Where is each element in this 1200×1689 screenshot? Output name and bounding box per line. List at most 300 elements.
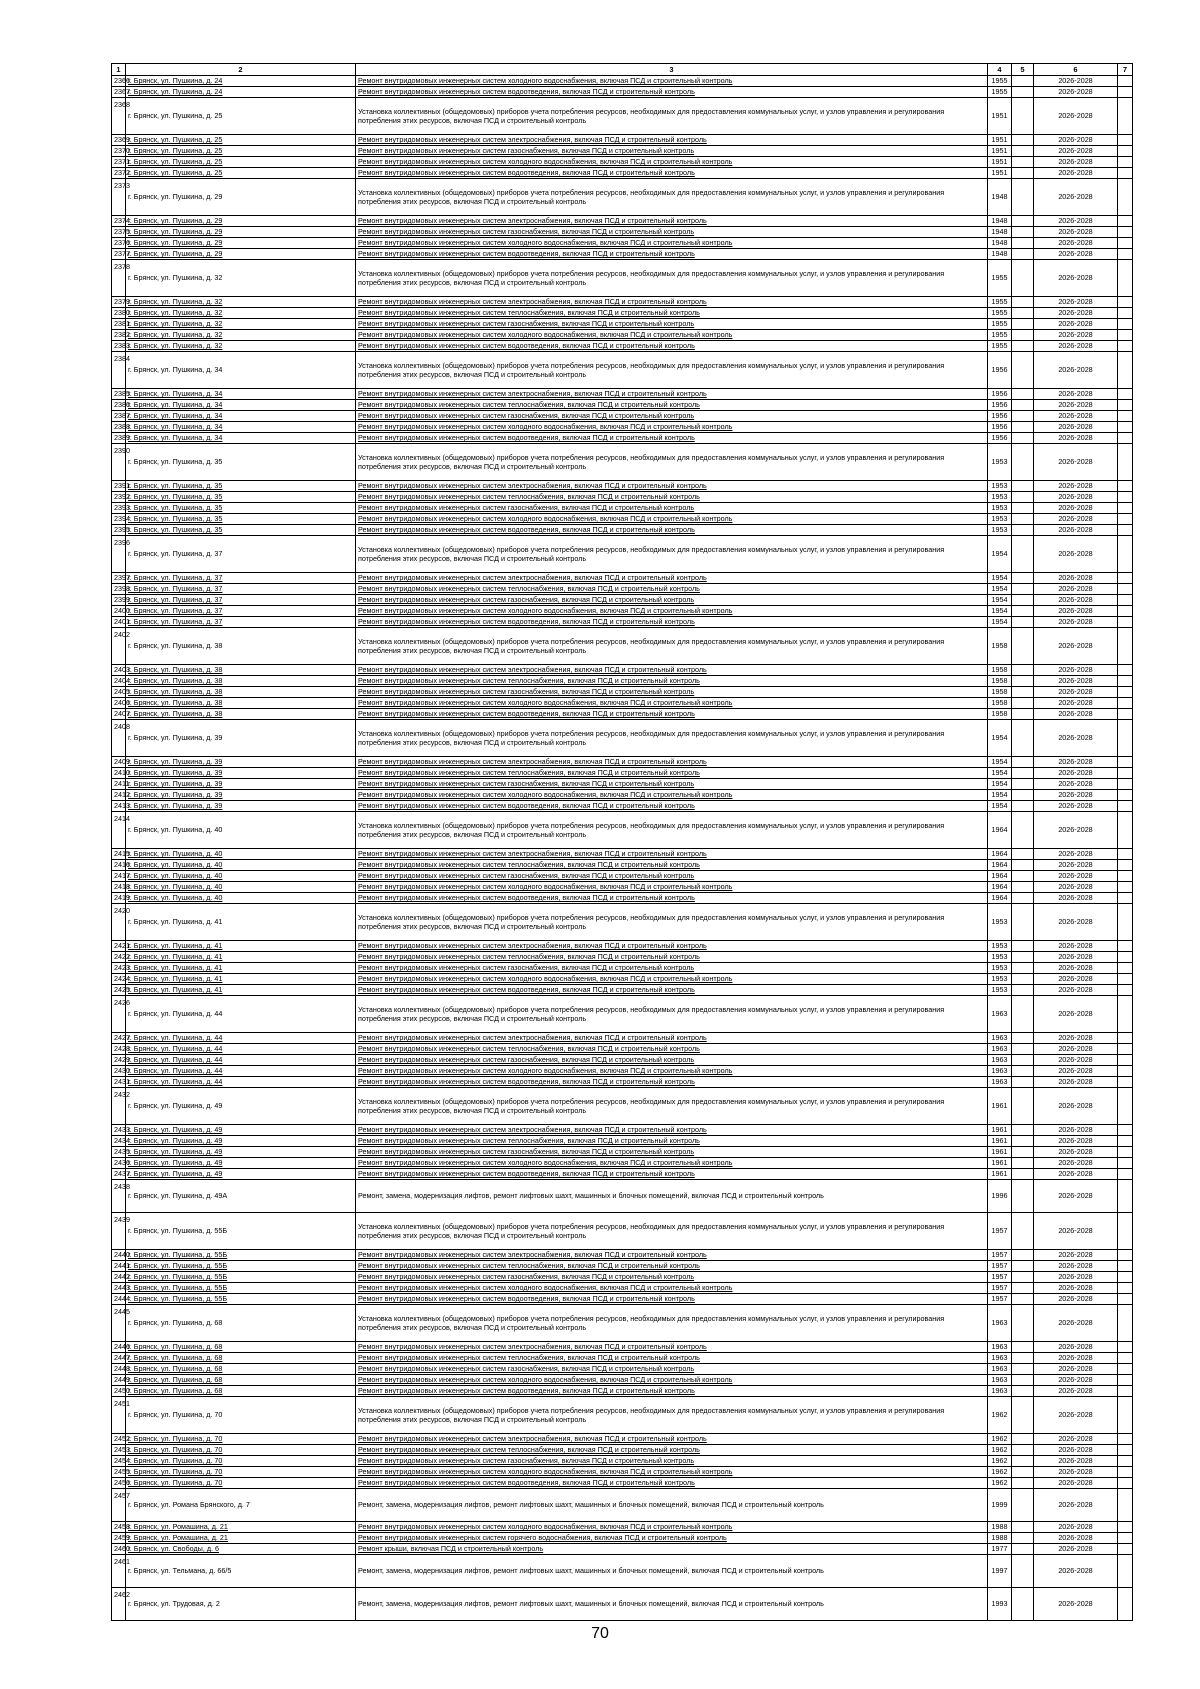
period-cell: 2026-2028 <box>1034 76 1118 87</box>
build-year-cell: 1964 <box>988 849 1012 860</box>
empty-cell <box>1012 573 1034 584</box>
address-cell: г. Брянск, ул. Пушкина, д. 68 <box>126 1353 356 1364</box>
empty-cell <box>1118 1588 1133 1621</box>
build-year-cell: 1961 <box>988 1169 1012 1180</box>
address-cell: г. Брянск, ул. Пушкина, д. 32 <box>126 260 356 297</box>
empty-cell <box>1012 687 1034 698</box>
period-cell: 2026-2028 <box>1034 1213 1118 1250</box>
build-year-cell: 1954 <box>988 536 1012 573</box>
table-row <box>112 1353 1133 1364</box>
empty-cell <box>1118 1147 1133 1158</box>
table-row <box>112 1386 1133 1397</box>
table-row <box>112 444 1133 481</box>
work-type-cell: Ремонт внутридомовых инженерных систем теплоснабжения, включая ПСД и строительный контроль <box>356 676 988 687</box>
empty-cell <box>1118 985 1133 996</box>
empty-cell <box>1118 422 1133 433</box>
empty-cell <box>1118 687 1133 698</box>
build-year-cell: 1953 <box>988 963 1012 974</box>
address-cell: г. Брянск, ул. Пушкина, д. 41 <box>126 963 356 974</box>
empty-cell <box>1012 1283 1034 1294</box>
empty-cell <box>1012 1180 1034 1213</box>
empty-cell <box>1012 492 1034 503</box>
address-cell: г. Брянск, ул. Пушкина, д. 68 <box>126 1364 356 1375</box>
empty-cell <box>1118 1555 1133 1588</box>
build-year-cell: 1988 <box>988 1522 1012 1533</box>
empty-cell <box>1118 893 1133 904</box>
build-year-cell: 1956 <box>988 411 1012 422</box>
build-year-cell: 1964 <box>988 812 1012 849</box>
build-year-cell: 1961 <box>988 1147 1012 1158</box>
empty-cell <box>1012 1386 1034 1397</box>
row-number-cell: 2458 <box>112 1522 126 1533</box>
work-type-cell: Установка коллективных (общедомовых) приборов учета потребления ресурсов, необходимых для предоставления коммунальных услуг, и узлов управления и регулирования потребления этих ресурсов, включая ПСД и строительный контроль <box>356 1397 988 1434</box>
row-number-cell: 2450 <box>112 1386 126 1397</box>
work-type-cell: Ремонт внутридомовых инженерных систем электроснабжения, включая ПСД и строительный контроль <box>356 941 988 952</box>
work-type-cell: Ремонт внутридомовых инженерных систем водоотведения, включая ПСД и строительный контроль <box>356 1077 988 1088</box>
build-year-cell: 1961 <box>988 1136 1012 1147</box>
empty-cell <box>1012 1044 1034 1055</box>
build-year-cell: 1963 <box>988 1353 1012 1364</box>
address-cell: г. Брянск, ул. Пушкина, д. 38 <box>126 698 356 709</box>
build-year-cell: 1948 <box>988 179 1012 216</box>
build-year-cell: 1953 <box>988 985 1012 996</box>
period-cell: 2026-2028 <box>1034 400 1118 411</box>
work-type-cell: Ремонт внутридомовых инженерных систем водоотведения, включая ПСД и строительный контроль <box>356 433 988 444</box>
empty-cell <box>1012 812 1034 849</box>
address-cell: г. Брянск, ул. Пушкина, д. 40 <box>126 812 356 849</box>
row-number-cell: 2428 <box>112 1044 126 1055</box>
row-number-cell: 2377 <box>112 249 126 260</box>
work-type-cell: Ремонт внутридомовых инженерных систем водоотведения, включая ПСД и строительный контроль <box>356 525 988 536</box>
row-number-cell: 2370 <box>112 146 126 157</box>
row-number-cell: 2437 <box>112 1169 126 1180</box>
empty-cell <box>1012 341 1034 352</box>
work-type-cell: Ремонт внутридомовых инженерных систем горячего водоснабжения, включая ПСД и строительный контроль <box>356 1533 988 1544</box>
address-cell: г. Брянск, ул. Романа Брянского, д. 7 <box>126 1489 356 1522</box>
table-row <box>112 1147 1133 1158</box>
empty-cell <box>1118 352 1133 389</box>
build-year-cell: 1955 <box>988 330 1012 341</box>
address-cell: г. Брянск, ул. Трудовая, д. 2 <box>126 1588 356 1621</box>
build-year-cell: 1953 <box>988 952 1012 963</box>
row-number-cell: 2442 <box>112 1272 126 1283</box>
table-row <box>112 768 1133 779</box>
empty-cell <box>1012 238 1034 249</box>
empty-cell <box>1118 216 1133 227</box>
row-number-cell: 2397 <box>112 573 126 584</box>
empty-cell <box>1012 676 1034 687</box>
row-number-cell: 2399 <box>112 595 126 606</box>
build-year-cell: 1962 <box>988 1456 1012 1467</box>
address-cell: г. Брянск, ул. Пушкина, д. 49 <box>126 1088 356 1125</box>
period-cell: 2026-2028 <box>1034 882 1118 893</box>
row-number-cell: 2461 <box>112 1555 126 1588</box>
build-year-cell: 1953 <box>988 525 1012 536</box>
empty-cell <box>1012 1588 1034 1621</box>
empty-cell <box>1012 411 1034 422</box>
table-row <box>112 1533 1133 1544</box>
period-cell: 2026-2028 <box>1034 1467 1118 1478</box>
row-number-cell: 2416 <box>112 860 126 871</box>
period-cell: 2026-2028 <box>1034 1272 1118 1283</box>
empty-cell <box>1118 1055 1133 1066</box>
address-cell: г. Брянск, ул. Пушкина, д. 38 <box>126 709 356 720</box>
empty-cell <box>1118 779 1133 790</box>
work-type-cell: Установка коллективных (общедомовых) приборов учета потребления ресурсов, необходимых для предоставления коммунальных услуг, и узлов управления и регулирования потребления этих ресурсов, включая ПСД и строительный контроль <box>356 1088 988 1125</box>
table-row <box>112 1456 1133 1467</box>
table-row <box>112 698 1133 709</box>
build-year-cell: 1955 <box>988 87 1012 98</box>
empty-cell <box>1012 974 1034 985</box>
table-row <box>112 308 1133 319</box>
empty-cell <box>1118 168 1133 179</box>
table-row <box>112 1033 1133 1044</box>
table-row <box>112 687 1133 698</box>
empty-cell <box>1012 1456 1034 1467</box>
row-number-cell: 2380 <box>112 308 126 319</box>
empty-cell <box>1118 698 1133 709</box>
period-cell: 2026-2028 <box>1034 411 1118 422</box>
build-year-cell: 1961 <box>988 1088 1012 1125</box>
period-cell: 2026-2028 <box>1034 996 1118 1033</box>
work-type-cell: Ремонт внутридомовых инженерных систем электроснабжения, включая ПСД и строительный контроль <box>356 849 988 860</box>
empty-cell <box>1118 860 1133 871</box>
empty-cell <box>1118 665 1133 676</box>
table-row <box>112 1250 1133 1261</box>
build-year-cell: 1961 <box>988 1158 1012 1169</box>
empty-cell <box>1118 227 1133 238</box>
empty-cell <box>1118 157 1133 168</box>
period-cell: 2026-2028 <box>1034 238 1118 249</box>
build-year-cell: 1955 <box>988 341 1012 352</box>
empty-cell <box>1118 996 1133 1033</box>
period-cell: 2026-2028 <box>1034 341 1118 352</box>
empty-cell <box>1118 503 1133 514</box>
row-number-cell: 2382 <box>112 330 126 341</box>
period-cell: 2026-2028 <box>1034 352 1118 389</box>
address-cell: г. Брянск, ул. Пушкина, д. 44 <box>126 1033 356 1044</box>
work-type-cell: Ремонт внутридомовых инженерных систем водоотведения, включая ПСД и строительный контроль <box>356 168 988 179</box>
period-cell: 2026-2028 <box>1034 1147 1118 1158</box>
work-type-cell: Установка коллективных (общедомовых) приборов учета потребления ресурсов, необходимых для предоставления коммунальных услуг, и узлов управления и регулирования потребления этих ресурсов, включая ПСД и строительный контроль <box>356 352 988 389</box>
row-number-cell: 2429 <box>112 1055 126 1066</box>
period-cell: 2026-2028 <box>1034 941 1118 952</box>
empty-cell <box>1012 952 1034 963</box>
period-cell: 2026-2028 <box>1034 893 1118 904</box>
address-cell: г. Брянск, ул. Пушкина, д. 68 <box>126 1305 356 1342</box>
address-cell: г. Брянск, ул. Пушкина, д. 41 <box>126 941 356 952</box>
work-type-cell: Установка коллективных (общедомовых) приборов учета потребления ресурсов, необходимых для предоставления коммунальных услуг, и узлов управления и регулирования потребления этих ресурсов, включая ПСД и строительный контроль <box>356 98 988 135</box>
work-type-cell: Ремонт внутридомовых инженерных систем теплоснабжения, включая ПСД и строительный контроль <box>356 1136 988 1147</box>
build-year-cell: 1951 <box>988 157 1012 168</box>
address-cell: г. Брянск, ул. Пушкина, д. 37 <box>126 584 356 595</box>
row-number-cell: 2462 <box>112 1588 126 1621</box>
empty-cell <box>1118 1136 1133 1147</box>
empty-cell <box>1012 1434 1034 1445</box>
row-number-cell: 2426 <box>112 996 126 1033</box>
address-cell: г. Брянск, ул. Пушкина, д. 29 <box>126 249 356 260</box>
row-number-cell: 2415 <box>112 849 126 860</box>
row-number-cell: 2443 <box>112 1283 126 1294</box>
address-cell: г. Брянск, ул. Пушкина, д. 44 <box>126 996 356 1033</box>
period-cell: 2026-2028 <box>1034 1136 1118 1147</box>
work-type-cell: Ремонт внутридомовых инженерных систем водоотведения, включая ПСД и строительный контроль <box>356 87 988 98</box>
address-cell: г. Брянск, ул. Пушкина, д. 25 <box>126 146 356 157</box>
work-type-cell: Ремонт внутридомовых инженерных систем водоотведения, включая ПСД и строительный контроль <box>356 1478 988 1489</box>
register-sheet <box>111 63 1132 1621</box>
empty-cell <box>1012 1467 1034 1478</box>
table-row <box>112 352 1133 389</box>
address-cell: г. Брянск, ул. Пушкина, д. 37 <box>126 573 356 584</box>
table-row <box>112 1555 1133 1588</box>
empty-cell <box>1118 135 1133 146</box>
row-number-cell: 2433 <box>112 1125 126 1136</box>
table-row <box>112 481 1133 492</box>
table-row <box>112 1294 1133 1305</box>
work-type-cell: Ремонт внутридомовых инженерных систем газоснабжения, включая ПСД и строительный контроль <box>356 319 988 330</box>
work-type-cell: Ремонт внутридомовых инженерных систем холодного водоснабжения, включая ПСД и строительный контроль <box>356 422 988 433</box>
period-cell: 2026-2028 <box>1034 87 1118 98</box>
build-year-cell: 1964 <box>988 893 1012 904</box>
row-number-cell: 2367 <box>112 87 126 98</box>
empty-cell <box>1012 400 1034 411</box>
build-year-cell: 1948 <box>988 227 1012 238</box>
empty-cell <box>1012 1213 1034 1250</box>
empty-cell <box>1118 1533 1133 1544</box>
work-type-cell: Ремонт, замена, модернизация лифтов, ремонт лифтовых шахт, машинных и блочных помещений, включая ПСД и строительный контроль <box>356 1555 988 1588</box>
table-row <box>112 974 1133 985</box>
table-row <box>112 1434 1133 1445</box>
address-cell: г. Брянск, ул. Пушкина, д. 39 <box>126 779 356 790</box>
empty-cell <box>1118 904 1133 941</box>
period-cell: 2026-2028 <box>1034 1588 1118 1621</box>
build-year-cell: 1956 <box>988 400 1012 411</box>
row-number-cell: 2396 <box>112 536 126 573</box>
work-type-cell: Ремонт внутридомовых инженерных систем водоотведения, включая ПСД и строительный контроль <box>356 985 988 996</box>
table-row <box>112 801 1133 812</box>
period-cell: 2026-2028 <box>1034 168 1118 179</box>
empty-cell <box>1118 330 1133 341</box>
row-number-cell: 2449 <box>112 1375 126 1386</box>
table-row <box>112 757 1133 768</box>
period-cell: 2026-2028 <box>1034 849 1118 860</box>
table-row <box>112 573 1133 584</box>
address-cell: г. Брянск, ул. Пушкина, д. 34 <box>126 411 356 422</box>
column-number-header <box>112 64 1133 76</box>
period-cell: 2026-2028 <box>1034 1353 1118 1364</box>
work-type-cell: Установка коллективных (общедомовых) приборов учета потребления ресурсов, необходимых для предоставления коммунальных услуг, и узлов управления и регулирования потребления этих ресурсов, включая ПСД и строительный контроль <box>356 812 988 849</box>
build-year-cell: 1953 <box>988 941 1012 952</box>
empty-cell <box>1012 216 1034 227</box>
empty-cell <box>1012 1169 1034 1180</box>
work-type-cell: Ремонт внутридомовых инженерных систем газоснабжения, включая ПСД и строительный контроль <box>356 503 988 514</box>
table-row <box>112 985 1133 996</box>
work-type-cell: Ремонт внутридомовых инженерных систем электроснабжения, включая ПСД и строительный контроль <box>356 665 988 676</box>
work-type-cell: Ремонт внутридомовых инженерных систем теплоснабжения, включая ПСД и строительный контроль <box>356 400 988 411</box>
empty-cell <box>1118 433 1133 444</box>
empty-cell <box>1012 536 1034 573</box>
row-number-cell: 2400 <box>112 606 126 617</box>
address-cell: г. Брянск, ул. Пушкина, д. 24 <box>126 76 356 87</box>
address-cell: г. Брянск, ул. Пушкина, д. 35 <box>126 503 356 514</box>
address-cell: г. Брянск, ул. Пушкина, д. 35 <box>126 514 356 525</box>
empty-cell <box>1012 1261 1034 1272</box>
empty-cell <box>1012 319 1034 330</box>
empty-cell <box>1118 1077 1133 1088</box>
empty-cell <box>1012 1136 1034 1147</box>
table-row <box>112 790 1133 801</box>
work-type-cell: Ремонт внутридомовых инженерных систем газоснабжения, включая ПСД и строительный контроль <box>356 779 988 790</box>
work-type-cell: Ремонт внутридомовых инженерных систем водоотведения, включая ПСД и строительный контроль <box>356 341 988 352</box>
row-number-cell: 2417 <box>112 871 126 882</box>
build-year-cell: 1953 <box>988 904 1012 941</box>
empty-cell <box>1118 87 1133 98</box>
period-cell: 2026-2028 <box>1034 1386 1118 1397</box>
empty-cell <box>1118 146 1133 157</box>
build-year-cell: 1956 <box>988 389 1012 400</box>
row-number-cell: 2434 <box>112 1136 126 1147</box>
work-type-cell: Ремонт внутридомовых инженерных систем холодного водоснабжения, включая ПСД и строительный контроль <box>356 1283 988 1294</box>
empty-cell <box>1012 308 1034 319</box>
address-cell: г. Брянск, ул. Пушкина, д. 44 <box>126 1066 356 1077</box>
table-row <box>112 297 1133 308</box>
period-cell: 2026-2028 <box>1034 801 1118 812</box>
period-cell: 2026-2028 <box>1034 297 1118 308</box>
work-type-cell: Ремонт внутридомовых инженерных систем электроснабжения, включая ПСД и строительный контроль <box>356 1342 988 1353</box>
row-number-cell: 2391 <box>112 481 126 492</box>
address-cell: г. Брянск, ул. Пушкина, д. 49А <box>126 1180 356 1213</box>
empty-cell <box>1118 1272 1133 1283</box>
build-year-cell: 1954 <box>988 768 1012 779</box>
build-year-cell: 1963 <box>988 1375 1012 1386</box>
work-type-cell: Ремонт внутридомовых инженерных систем холодного водоснабжения, включая ПСД и строительный контроль <box>356 76 988 87</box>
work-type-cell: Ремонт крыши, включая ПСД и строительный контроль <box>356 1544 988 1555</box>
empty-cell <box>1012 768 1034 779</box>
row-number-cell: 2384 <box>112 352 126 389</box>
table-row <box>112 98 1133 135</box>
empty-cell <box>1118 871 1133 882</box>
empty-cell <box>1012 249 1034 260</box>
build-year-cell: 1963 <box>988 1386 1012 1397</box>
build-year-cell: 1958 <box>988 665 1012 676</box>
empty-cell <box>1012 1478 1034 1489</box>
empty-cell <box>1118 98 1133 135</box>
build-year-cell: 1957 <box>988 1294 1012 1305</box>
build-year-cell: 1955 <box>988 308 1012 319</box>
row-number-cell: 2393 <box>112 503 126 514</box>
period-cell: 2026-2028 <box>1034 1158 1118 1169</box>
build-year-cell: 1954 <box>988 595 1012 606</box>
period-cell: 2026-2028 <box>1034 503 1118 514</box>
empty-cell <box>1118 952 1133 963</box>
empty-cell <box>1012 1158 1034 1169</box>
period-cell: 2026-2028 <box>1034 1445 1118 1456</box>
empty-cell <box>1012 1342 1034 1353</box>
table-row <box>112 1169 1133 1180</box>
table-row <box>112 904 1133 941</box>
row-number-cell: 2419 <box>112 893 126 904</box>
table-row <box>112 179 1133 216</box>
build-year-cell: 1955 <box>988 76 1012 87</box>
table-row <box>112 893 1133 904</box>
empty-cell <box>1118 1434 1133 1445</box>
row-number-cell: 2430 <box>112 1066 126 1077</box>
period-cell: 2026-2028 <box>1034 330 1118 341</box>
row-number-cell: 2394 <box>112 514 126 525</box>
address-cell: г. Брянск, ул. Пушкина, д. 32 <box>126 319 356 330</box>
build-year-cell: 1948 <box>988 249 1012 260</box>
work-type-cell: Ремонт внутридомовых инженерных систем газоснабжения, включая ПСД и строительный контроль <box>356 1147 988 1158</box>
table-row <box>112 260 1133 297</box>
empty-cell <box>1012 525 1034 536</box>
period-cell: 2026-2028 <box>1034 135 1118 146</box>
address-cell: г. Брянск, ул. Пушкина, д. 25 <box>126 135 356 146</box>
table-row <box>112 433 1133 444</box>
work-type-cell: Ремонт внутридомовых инженерных систем теплоснабжения, включая ПСД и строительный контроль <box>356 1353 988 1364</box>
work-type-cell: Установка коллективных (общедомовых) приборов учета потребления ресурсов, необходимых для предоставления коммунальных услуг, и узлов управления и регулирования потребления этих ресурсов, включая ПСД и строительный контроль <box>356 536 988 573</box>
table-row <box>112 1364 1133 1375</box>
address-cell: г. Брянск, ул. Пушкина, д. 34 <box>126 422 356 433</box>
period-cell: 2026-2028 <box>1034 1169 1118 1180</box>
table-row <box>112 606 1133 617</box>
address-cell: г. Брянск, ул. Пушкина, д. 49 <box>126 1169 356 1180</box>
empty-cell <box>1012 503 1034 514</box>
empty-cell <box>1012 1544 1034 1555</box>
work-type-cell: Ремонт внутридомовых инженерных систем холодного водоснабжения, включая ПСД и строительный контроль <box>356 1467 988 1478</box>
col-header-7: 7 <box>1118 64 1133 76</box>
row-number-cell: 2413 <box>112 801 126 812</box>
empty-cell <box>1012 157 1034 168</box>
period-cell: 2026-2028 <box>1034 444 1118 481</box>
build-year-cell: 1988 <box>988 1533 1012 1544</box>
row-number-cell: 2421 <box>112 941 126 952</box>
row-number-cell: 2373 <box>112 179 126 216</box>
period-cell: 2026-2028 <box>1034 606 1118 617</box>
address-cell: г. Брянск, ул. Пушкина, д. 25 <box>126 168 356 179</box>
row-number-cell: 2444 <box>112 1294 126 1305</box>
row-number-cell: 2406 <box>112 698 126 709</box>
row-number-cell: 2451 <box>112 1397 126 1434</box>
row-number-cell: 2436 <box>112 1158 126 1169</box>
empty-cell <box>1118 790 1133 801</box>
works-register-table <box>111 63 1133 1621</box>
table-row <box>112 422 1133 433</box>
empty-cell <box>1012 1522 1034 1533</box>
work-type-cell: Ремонт, замена, модернизация лифтов, ремонт лифтовых шахт, машинных и блочных помещений, включая ПСД и строительный контроль <box>356 1489 988 1522</box>
address-cell: г. Брянск, ул. Ромашина, д. 21 <box>126 1533 356 1544</box>
row-number-cell: 2457 <box>112 1489 126 1522</box>
period-cell: 2026-2028 <box>1034 871 1118 882</box>
empty-cell <box>1012 871 1034 882</box>
empty-cell <box>1012 1294 1034 1305</box>
row-number-cell: 2440 <box>112 1250 126 1261</box>
empty-cell <box>1118 319 1133 330</box>
empty-cell <box>1118 1033 1133 1044</box>
work-type-cell: Ремонт внутридомовых инженерных систем холодного водоснабжения, включая ПСД и строительный контроль <box>356 157 988 168</box>
address-cell: г. Брянск, ул. Пушкина, д. 37 <box>126 606 356 617</box>
row-number-cell: 2388 <box>112 422 126 433</box>
empty-cell <box>1012 444 1034 481</box>
empty-cell <box>1118 974 1133 985</box>
address-cell: г. Брянск, ул. Пушкина, д. 29 <box>126 179 356 216</box>
row-number-cell: 2448 <box>112 1364 126 1375</box>
empty-cell <box>1118 849 1133 860</box>
period-cell: 2026-2028 <box>1034 665 1118 676</box>
row-number-cell: 2459 <box>112 1533 126 1544</box>
work-type-cell: Ремонт внутридомовых инженерных систем холодного водоснабжения, включая ПСД и строительный контроль <box>356 1066 988 1077</box>
table-row <box>112 963 1133 974</box>
address-cell: г. Брянск, ул. Пушкина, д. 40 <box>126 871 356 882</box>
